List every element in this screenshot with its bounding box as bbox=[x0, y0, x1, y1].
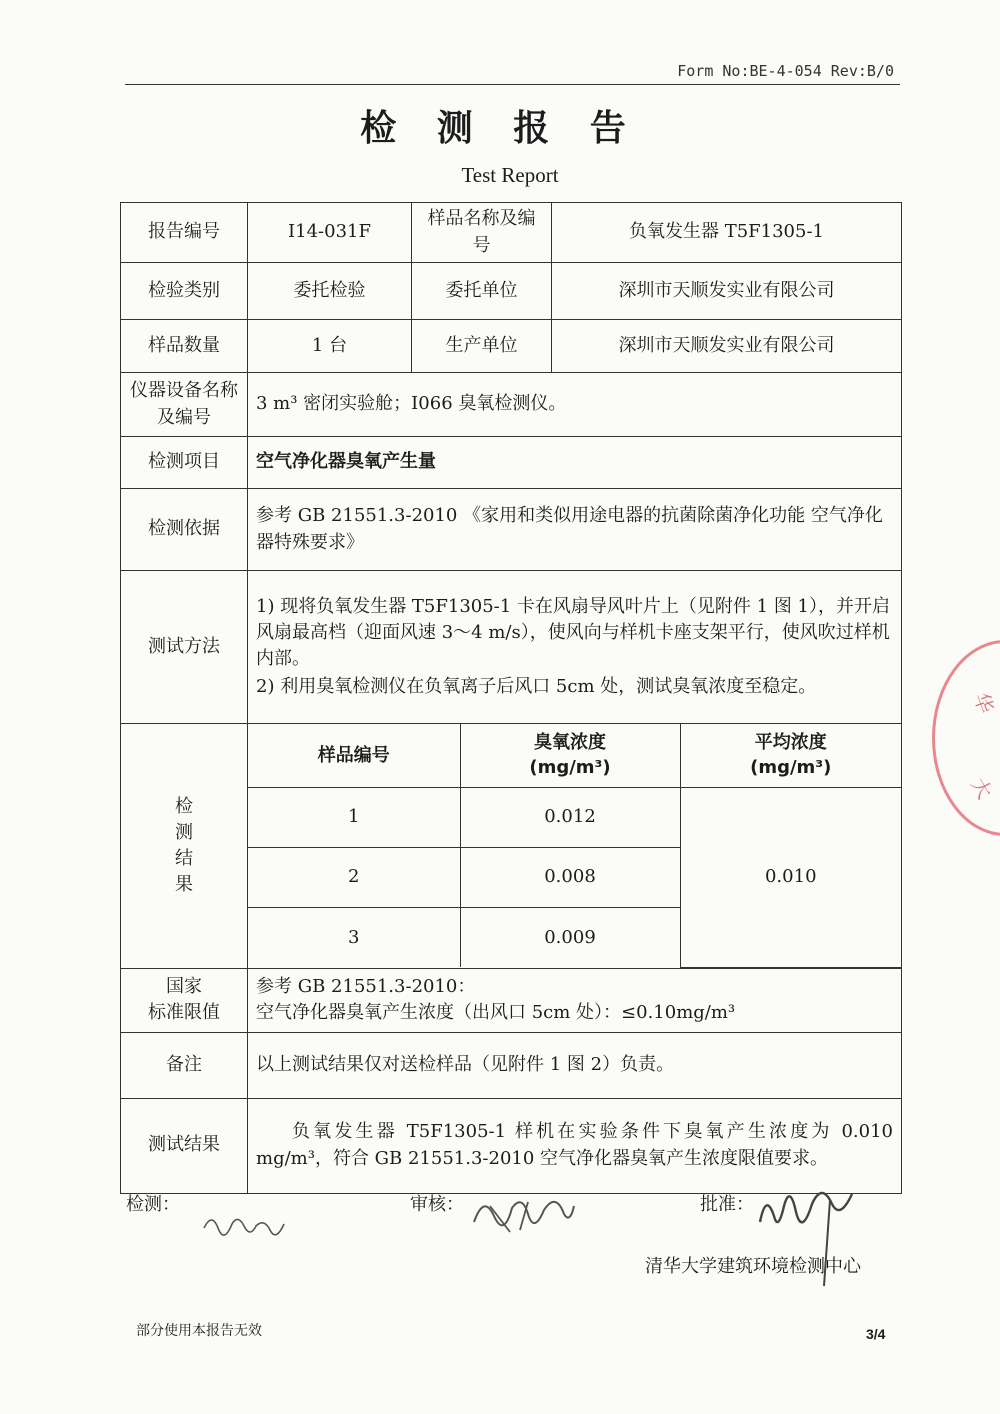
results-header-sample: 样品编号 bbox=[248, 724, 460, 787]
quantity-label: 样品数量 bbox=[121, 320, 248, 373]
sample-name-label: 样品名称及编号 bbox=[412, 203, 552, 263]
report-table bbox=[120, 202, 902, 1194]
results-label bbox=[121, 724, 248, 969]
results-sample: 1 bbox=[248, 787, 460, 847]
tester-signature bbox=[200, 1208, 290, 1238]
results-header-avg bbox=[680, 724, 901, 787]
manufacturer-label: 生产单位 bbox=[412, 320, 552, 373]
results-label-char: 测 bbox=[175, 821, 193, 843]
test-type-label: 检验类别 bbox=[121, 263, 248, 320]
results-conc: 0.012 bbox=[460, 787, 680, 847]
quantity-value: 1 台 bbox=[248, 320, 412, 373]
seal-char: 大 bbox=[966, 773, 998, 803]
remark-label: 备注 bbox=[121, 1032, 248, 1098]
remark-value: 以上测试结果仅对送检样品（见附件 1 图 2）负责。 bbox=[248, 1032, 902, 1098]
results-header-conc-title: 臭氧浓度 bbox=[534, 732, 606, 754]
tester-signature-label: 检测： bbox=[126, 1194, 180, 1215]
test-type-value: 委托检验 bbox=[248, 263, 412, 320]
report-title: 检 测 报 告 bbox=[360, 108, 640, 149]
official-seal bbox=[932, 640, 1000, 836]
client-value: 深圳市天顺发实业有限公司 bbox=[552, 263, 902, 320]
client-label: 委托单位 bbox=[412, 263, 552, 320]
results-sample: 2 bbox=[248, 847, 460, 907]
report-no-value: I14-031F bbox=[248, 203, 412, 263]
report-no-label: 报告编号 bbox=[121, 203, 248, 263]
conclusion-value: 负氧发生器 T5F1305-1 样机在实验条件下臭氧产生浓度为 0.010 mg/m³，符合 GB 21551.3-2010 空气净化器臭氧产生浓度限值要求。 bbox=[248, 1098, 902, 1193]
results-header-conc bbox=[460, 724, 680, 787]
form-number: Form No:BE-4-054 Rev:B/0 bbox=[677, 62, 894, 80]
header-rule bbox=[125, 84, 900, 85]
sample-name-value: 负氧发生器 T5F1305-1 bbox=[552, 203, 902, 263]
basis-label: 检测依据 bbox=[121, 489, 248, 571]
standard-label-line2: 标准限值 bbox=[148, 1002, 220, 1023]
results-header-avg-title: 平均浓度 bbox=[754, 732, 827, 754]
results-conc: 0.008 bbox=[460, 847, 680, 907]
conclusion-label: 测试结果 bbox=[121, 1098, 248, 1193]
seal-char: 华 bbox=[968, 689, 999, 717]
lab-name: 清华大学建筑环境检测中心 bbox=[645, 1256, 861, 1277]
results-header-avg-unit: (mg/m³) bbox=[750, 757, 832, 779]
item-value: 空气净化器臭氧产生量 bbox=[248, 437, 902, 489]
reviewer-signature-label: 审核： bbox=[410, 1194, 464, 1215]
method-label: 测试方法 bbox=[121, 571, 248, 724]
basis-value: 参考 GB 21551.3-2010 《家用和类似用途电器的抗菌除菌净化功能 空气净化器特殊要求》 bbox=[248, 489, 902, 571]
results-label-char: 检 bbox=[175, 795, 193, 817]
standard-label-line1: 国家 bbox=[166, 975, 202, 997]
results-average: 0.010 bbox=[680, 787, 901, 967]
item-label: 检测项目 bbox=[121, 437, 248, 489]
results-sample: 3 bbox=[248, 907, 460, 967]
results-conc: 0.009 bbox=[460, 907, 680, 967]
instrument-value: 3 m³ 密闭实验舱；I066 臭氧检测仪。 bbox=[248, 373, 902, 437]
approver-signature-label: 批准： bbox=[700, 1194, 754, 1215]
results-label-char: 结 bbox=[175, 847, 193, 869]
results-table bbox=[248, 724, 901, 968]
results-header-conc-unit: (mg/m³) bbox=[529, 757, 611, 779]
method-step-2: 2) 利用臭氧检测仪在负氧离子后风口 5cm 处，测试臭氧浓度至稳定。 bbox=[256, 676, 817, 698]
method-steps bbox=[248, 571, 902, 724]
instrument-label: 仪器设备名称及编号 bbox=[121, 373, 248, 437]
manufacturer-value: 深圳市天顺发实业有限公司 bbox=[552, 320, 902, 373]
footer-note: 部分使用本报告无效 bbox=[136, 1323, 262, 1339]
standard-line2: 空气净化器臭氧产生浓度（出风口 5cm 处）：≤0.10mg/m³ bbox=[256, 1002, 736, 1023]
method-step-1: 1) 现将负氧发生器 T5F1305-1 卡在风扇导风叶片上（见附件 1 图 1），并开启风扇最高档（迎面风速 3～4 m/s），使风向与样机卡座支架平行，使风吹过样机内部。 bbox=[256, 595, 890, 669]
standard-line1: 参考 GB 21551.3-2010： bbox=[256, 975, 476, 997]
page-number: 3/4 bbox=[866, 1326, 886, 1342]
results-label-char: 果 bbox=[175, 873, 193, 895]
results-cell bbox=[248, 724, 902, 969]
reviewer-signature bbox=[468, 1192, 578, 1236]
report-subtitle: Test Report bbox=[461, 163, 559, 187]
standard-value bbox=[248, 968, 902, 1032]
standard-label bbox=[121, 968, 248, 1032]
